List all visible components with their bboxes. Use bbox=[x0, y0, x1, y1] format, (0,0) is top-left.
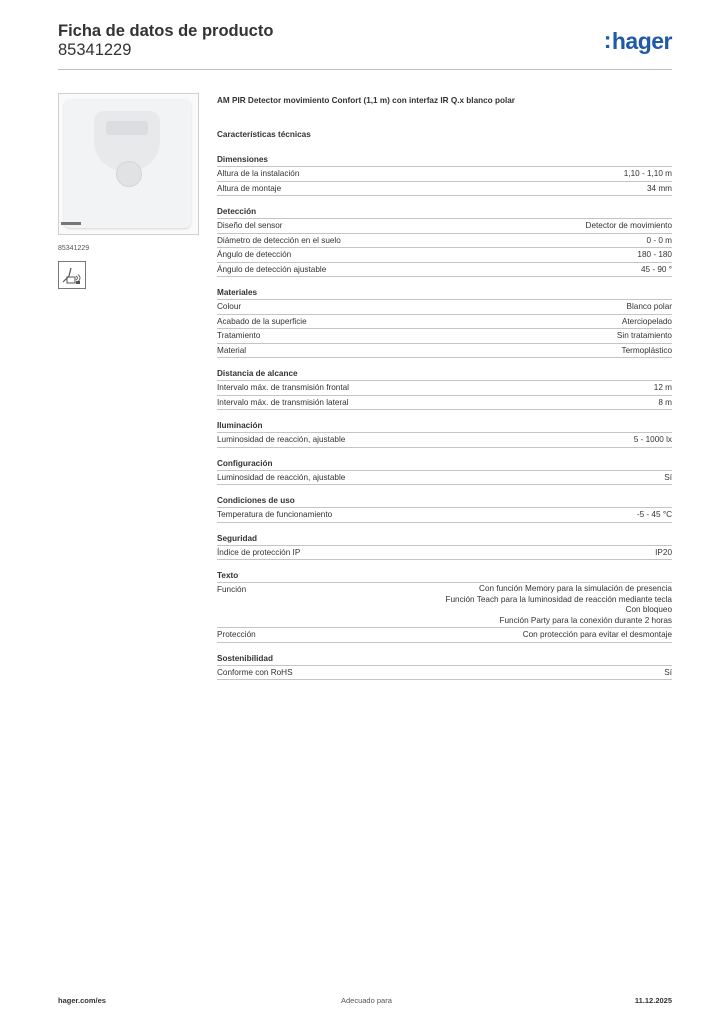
spec-group bbox=[217, 457, 672, 486]
installation-symbol-icon bbox=[58, 261, 86, 289]
spec-key: Conforme con RoHS bbox=[217, 667, 293, 677]
spec-value: -5 - 45 °C bbox=[636, 510, 672, 519]
spec-group bbox=[217, 419, 672, 448]
spec-key: Luminosidad de reacción, ajustable bbox=[217, 435, 346, 444]
spec-row bbox=[217, 507, 672, 523]
spec-row bbox=[217, 545, 672, 561]
spec-row bbox=[217, 166, 672, 181]
spec-value-list bbox=[445, 583, 672, 627]
spec-group bbox=[217, 494, 672, 523]
spec-value: 45 - 90 ° bbox=[640, 264, 672, 274]
spec-key: Función bbox=[217, 585, 247, 594]
spec-value: Aterciopelado bbox=[621, 316, 672, 326]
spec-row bbox=[217, 262, 672, 278]
spec-row bbox=[217, 247, 672, 262]
spec-row bbox=[217, 328, 672, 343]
spec-value-line: Con bloqueo bbox=[625, 605, 672, 614]
group-title: Iluminación bbox=[217, 421, 263, 430]
page-header bbox=[58, 20, 672, 70]
spec-key: Colour bbox=[217, 302, 242, 311]
group-title: Configuración bbox=[217, 458, 273, 468]
product-number: 85341229 bbox=[58, 41, 132, 59]
spec-row bbox=[217, 343, 672, 359]
spec-value: Detector de movimiento bbox=[585, 221, 672, 230]
spec-row bbox=[217, 470, 672, 486]
product-sidebar bbox=[58, 93, 199, 289]
spec-row bbox=[217, 395, 672, 411]
group-title: Distancia de alcance bbox=[217, 369, 298, 378]
spec-key: Índice de protección IP bbox=[217, 547, 301, 557]
spec-key: Temperatura de funcionamiento bbox=[217, 510, 333, 519]
group-title: Materiales bbox=[217, 288, 258, 297]
spec-key: Ángulo de detección bbox=[217, 250, 292, 259]
spec-row bbox=[217, 380, 672, 395]
header-divider bbox=[58, 69, 672, 70]
spec-value: 8 m bbox=[658, 397, 672, 407]
spec-key: Tratamiento bbox=[217, 331, 261, 340]
spec-value: Sí bbox=[664, 472, 672, 482]
spec-value-line: Función Party para la conexión durante 2 horas bbox=[499, 615, 672, 625]
footer-date: 11.12.2025 bbox=[634, 996, 672, 1005]
spec-key: Material bbox=[217, 345, 247, 355]
technical-specs bbox=[217, 96, 672, 680]
footer-website: hager.com/es bbox=[58, 996, 106, 1005]
spec-key: Altura de la instalación bbox=[217, 169, 300, 178]
scale-bar bbox=[61, 222, 81, 225]
spec-group bbox=[217, 367, 672, 410]
product-image bbox=[58, 93, 199, 235]
spec-row bbox=[217, 218, 672, 233]
spec-key: Altura de montaje bbox=[217, 183, 282, 193]
spec-row bbox=[217, 627, 672, 643]
group-title: Detección bbox=[217, 207, 257, 216]
section-title: Características técnicas bbox=[217, 130, 311, 139]
group-title: Seguridad bbox=[217, 533, 258, 543]
spec-value: IP20 bbox=[655, 547, 672, 557]
spec-row bbox=[217, 299, 672, 314]
detector-plate bbox=[64, 99, 191, 228]
group-title: Condiciones de uso bbox=[217, 496, 295, 505]
spec-key: Intervalo máx. de transmisión frontal bbox=[217, 383, 349, 392]
spec-group bbox=[217, 286, 672, 358]
spec-row bbox=[217, 665, 672, 681]
spec-value: Sí bbox=[664, 667, 672, 677]
spec-group bbox=[217, 153, 672, 196]
spec-value-line: Función Teach para la luminosidad de reacción mediante tecla bbox=[445, 594, 672, 604]
spec-group bbox=[217, 532, 672, 561]
spec-value: Blanco polar bbox=[626, 302, 672, 311]
image-caption: 85341229 bbox=[58, 245, 90, 252]
group-title: Dimensiones bbox=[217, 155, 268, 164]
hager-logo: :hager bbox=[603, 27, 672, 54]
logo-text: hager bbox=[611, 28, 672, 54]
spec-key: Acabado de la superficie bbox=[217, 316, 307, 326]
spec-groups bbox=[217, 153, 672, 680]
spec-group bbox=[217, 652, 672, 681]
spec-key: Ángulo de detección ajustable bbox=[217, 264, 327, 274]
spec-key: Protección bbox=[217, 630, 256, 639]
spec-row bbox=[217, 582, 672, 627]
spec-row bbox=[217, 314, 672, 329]
group-title: Sostenibilidad bbox=[217, 653, 273, 663]
product-description: AM PIR Detector movimiento Confort (1,1 m) con interfaz IR Q.x blanco polar bbox=[217, 96, 515, 105]
lens-window bbox=[106, 121, 148, 135]
spec-row bbox=[217, 181, 672, 197]
group-title: Texto bbox=[217, 571, 239, 580]
spec-group bbox=[217, 569, 672, 643]
spec-value: Termoplástico bbox=[621, 345, 672, 355]
spec-value: Sin tratamiento bbox=[616, 331, 672, 340]
spec-row bbox=[217, 432, 672, 448]
spec-key: Diámetro de detección en el suelo bbox=[217, 235, 341, 245]
spec-key: Luminosidad de reacción, ajustable bbox=[217, 472, 346, 482]
spec-row bbox=[217, 233, 672, 248]
spec-value: 12 m bbox=[653, 383, 672, 392]
spec-key: Diseño del sensor bbox=[217, 221, 283, 230]
footer-suitable-for: Adecuado para bbox=[341, 996, 392, 1005]
lens-dome bbox=[116, 161, 142, 187]
document-title: Ficha de datos de producto bbox=[58, 22, 274, 40]
spec-group bbox=[217, 205, 672, 277]
spec-value: 0 - 0 m bbox=[646, 235, 672, 245]
spec-value: Con protección para evitar el desmontaje bbox=[522, 630, 672, 639]
spec-value: 180 - 180 bbox=[637, 250, 672, 259]
spec-key: Intervalo máx. de transmisión lateral bbox=[217, 397, 349, 407]
spec-value: 5 - 1000 lx bbox=[633, 435, 672, 444]
spec-value: 34 mm bbox=[646, 183, 672, 193]
spec-value-line: Con función Memory para la simulación de presencia bbox=[479, 584, 672, 593]
spec-value: 1,10 - 1,10 m bbox=[623, 169, 672, 178]
